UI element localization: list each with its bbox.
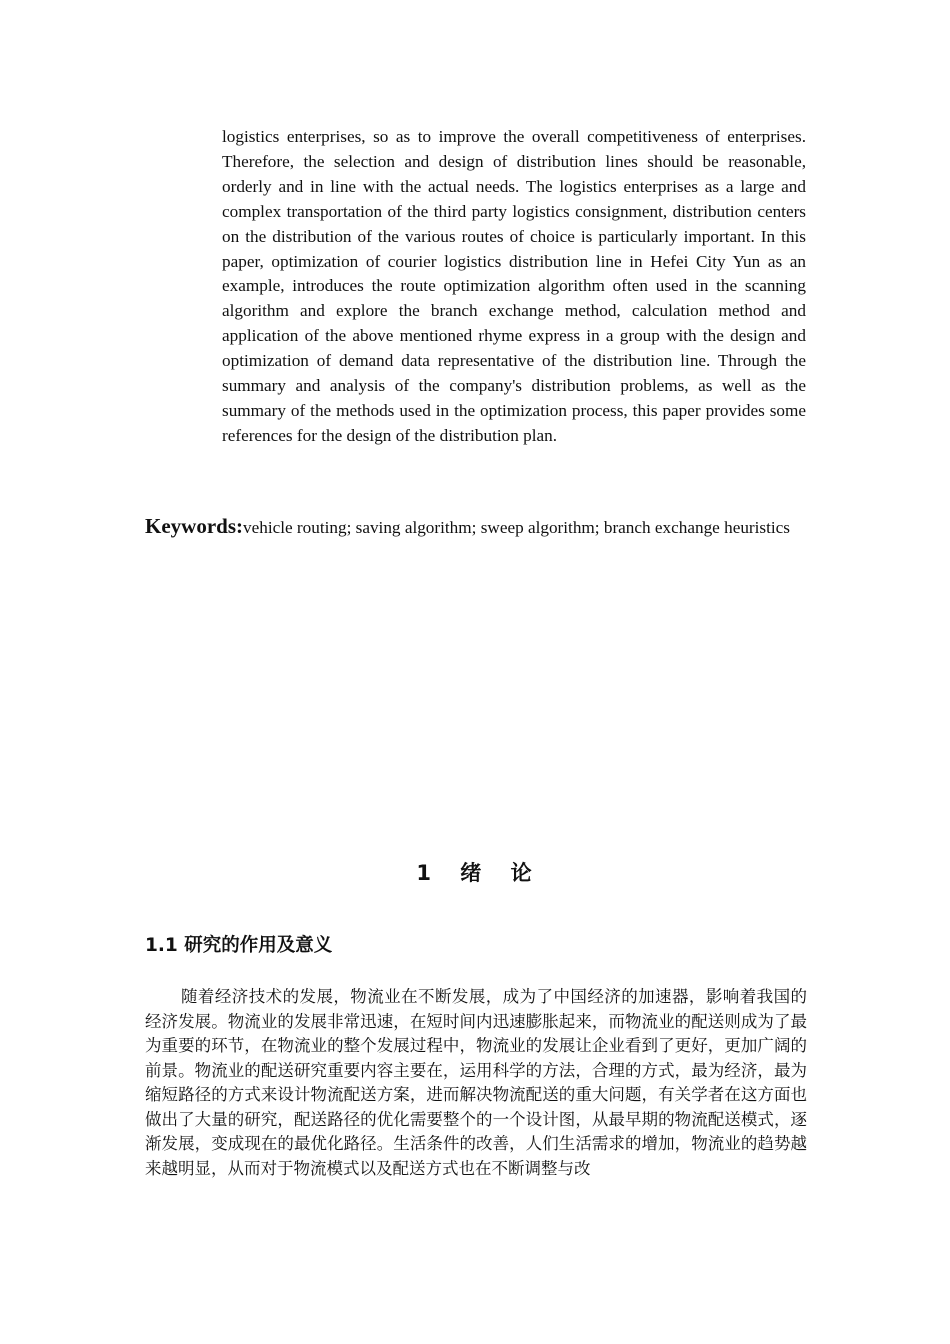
section-title: 1.1 研究的作用及意义 [145,935,333,956]
keywords-label: Keywords: [145,514,243,538]
keywords-text: vehicle routing; saving algorithm; sweep algorithm; branch exchange heuristics [243,518,790,537]
body-paragraph: 随着经济技术的发展，物流业在不断发展，成为了中国经济的加速器，影响着我国的经济发展。物流业的发展非常迅速，在短时间内迅速膨胀起来，而物流业的配送则成为了最为重要的环节，在物流业的整个发展过程中，物流业的发展让企业看到了更好，更加广阔的前景。物流业的配送研究重要内容主要在，运用科学的方法，合理的方式，最为经济，最为缩短路径的方式来设计物流配送方案，进而解决物流配送的重大问题，有关学者在这方面也做出了大量的研究，配送路径的优化需要整个的一个设计图，从最早期的物流配送模式，逐渐发展，变成现在的最优化路径。生活条件的改善，人们生活需求的增加，物流业的趋势越来越明显，从而对于物流模式以及配送方式也在不断调整与改 [145,987,807,1178]
chapter-title: 1 绪 论 [416,861,534,885]
abstract-paragraph: logistics enterprises, so as to improve the overall competitiveness of enterprises. Therefore, the selection and design of distribution lines should be reasonable, orderly and in line with the actual needs. The logistics enterprises as a large and complex transportation of the third party logistics consignment, distribution centers on the distribution of the various routes of choice is particularly important. In this paper, optimization of courier logistics distribution line in Hefei City Yun as an example, introduces the route optimization algorithm often used in the scanning algorithm and explore the branch exchange method, calculation method and application of the above mentioned rhyme express in a group with the design and optimization of demand data representative of the distribution line. Through the summary and analysis of the company's distribution problems, as well as the summary of the methods used in the optimization process, this paper provides some references for the design of the distribution plan. [222,127,806,445]
keywords-line [145,508,805,546]
